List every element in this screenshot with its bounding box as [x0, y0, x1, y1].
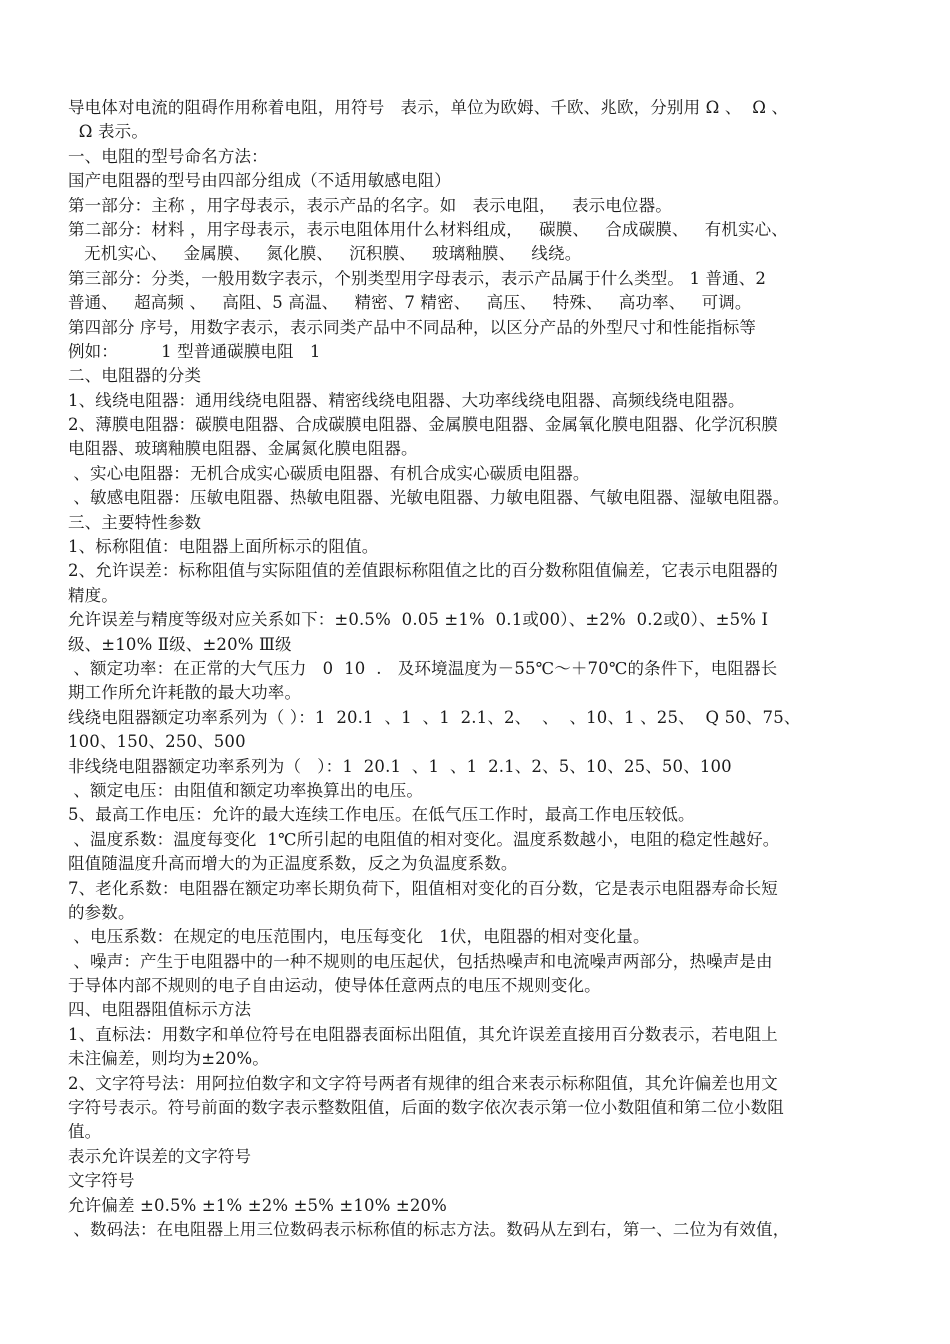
text-line: 阻值随温度升高而增大的为正温度系数，反之为负温度系数。	[68, 854, 518, 874]
text-line: 例如： 1 型普通碳膜电阻 1	[68, 341, 321, 361]
text-line: 国产电阻器的型号由四部分组成（不适用敏感电阻）	[68, 171, 451, 191]
text-line: 、敏感电阻器：压敏电阻器、热敏电阻器、光敏电阻器、力敏电阻器、气敏电阻器、湿敏电阻器。	[68, 488, 790, 508]
text-line: 100、150、250、500	[68, 732, 246, 752]
text-line: 精度。	[68, 585, 118, 605]
text-line: 第一部分：主称 ，用字母表示，表示产品的名字。如 表示电阻， 表示电位器。	[68, 195, 672, 215]
text-line: 值。	[68, 1122, 102, 1142]
text-line: 允许偏差 ±0.5% ±1% ±2% ±5% ±10% ±20%	[68, 1195, 448, 1215]
text-line: 表示允许误差的文字符号	[68, 1146, 252, 1166]
text-line: Ω 表示。	[68, 122, 148, 142]
text-line: 第三部分：分类，一般用数字表示，个别类型用字母表示，表示产品属于什么类型。 1 普通、2	[68, 268, 767, 288]
text-line: 文字符号	[68, 1171, 135, 1191]
document-body	[68, 96, 890, 1242]
text-line: 、温度系数：温度每变化 1℃所引起的电阻值的相对变化。温度系数越小，电阻的稳定性越好。	[68, 829, 780, 849]
text-line: 电阻器、玻璃釉膜电阻器、金属氮化膜电阻器。	[68, 439, 418, 459]
text-line: 一、电阻的型号命名方法：	[68, 146, 268, 166]
text-line: 的参数。	[68, 902, 135, 922]
text-line: 第四部分 序号，用数字表示，表示同类产品中不同品种，以区分产品的外型尺寸和性能指标等	[68, 317, 757, 337]
text-line: 三、主要特性参数	[68, 512, 202, 532]
text-line: 级、±10% Ⅱ级、±20% Ⅲ级	[68, 634, 292, 654]
text-line: 、噪声：产生于电阻器中的一种不规则的电压起伏，包括热噪声和电流噪声两部分，热噪声是由	[68, 951, 773, 971]
text-line: 、数码法：在电阻器上用三位数码表示标称值的标志方法。数码从左到右，第一、二位为有效值，	[68, 1219, 790, 1239]
text-line: 、电压系数：在规定的电压范围内，电压每变化 1伏，电阻器的相对变化量。	[68, 927, 650, 947]
text-line: 2、允许误差：标称阻值与实际阻值的差值跟标称阻值之比的百分数称阻值偏差，它表示电阻器的	[68, 561, 778, 581]
text-line: 未注偏差，则均为±20%。	[68, 1049, 269, 1069]
text-line: 2、薄膜电阻器：碳膜电阻器、合成碳膜电阻器、金属膜电阻器、金属氧化膜电阻器、化学沉积膜	[68, 415, 778, 435]
text-line: 、额定功率：在正常的大气压力 0 10 . 及环境温度为－55℃～＋70℃的条件下，电阻器长	[68, 658, 778, 678]
text-line: 1、标称阻值：电阻器上面所标示的阻值。	[68, 537, 379, 557]
text-line: 线绕电阻器额定功率系列为（ ）：1 20.1 、1 、1 2.1、2、 、 、10、1 、25、 Q 50、75、	[68, 707, 801, 727]
text-line: 第二部分：材料 ，用字母表示，表示电阻体用什么材料组成， 碳膜、 合成碳膜、 有机实心、	[68, 219, 788, 239]
text-line: 7、老化系数：电阻器在额定功率长期负荷下，阻值相对变化的百分数，它是表示电阻器寿命长短	[68, 878, 778, 898]
text-line: 1、直标法：用数字和单位符号在电阻器表面标出阻值，其允许误差直接用百分数表示，若电阻上	[68, 1024, 778, 1044]
text-line: 二、电阻器的分类	[68, 366, 202, 386]
text-line: 无机实心、 金属膜、 氮化膜、 沉积膜、 玻璃釉膜、 线绕。	[68, 244, 582, 264]
text-line: 导电体对电流的阻碍作用称着电阻，用符号 表示，单位为欧姆、千欧、兆欧，分别用 Ω 、 Ω 、	[68, 98, 789, 117]
text-line: 、实心电阻器：无机合成实心碳质电阻器、有机合成实心碳质电阻器。	[68, 463, 590, 483]
text-line: 普通、 超高频 、 高阻、5 高温、 精密、7 精密、 高压、 特殊、 高功率、 可调。	[68, 293, 752, 313]
text-line: 、额定电压：由阻值和额定功率换算出的电压。	[68, 780, 424, 800]
text-line: 1、线绕电阻器：通用线绕电阻器、精密线绕电阻器、大功率线绕电阻器、高频线绕电阻器。	[68, 390, 745, 410]
text-line: 2、文字符号法：用阿拉伯数字和文字符号两者有规律的组合来表示标称阻值，其允许偏差也用文	[68, 1073, 778, 1093]
text-line: 5、最高工作电压：允许的最大连续工作电压。在低气压工作时，最高工作电压较低。	[68, 805, 695, 825]
text-line: 允许误差与精度等级对应关系如下：±0.5% 0.05 ±1% 0.1或00）、±2% 0.2或0）、±5% Ⅰ	[68, 610, 769, 630]
text-line: 期工作所允许耗散的最大功率。	[68, 683, 302, 703]
text-line: 非线绕电阻器额定功率系列为（ ）：1 20.1 、1 、1 2.1、2、5、10、25、50、100	[68, 756, 732, 776]
text-line: 四、电阻器阻值标示方法	[68, 1000, 252, 1020]
text-line: 字符号表示。符号前面的数字表示整数阻值，后面的数字依次表示第一位小数阻值和第二位小数阻	[68, 1098, 784, 1118]
text-line: 于导体内部不规则的电子自由运动，使导体任意两点的电压不规则变化。	[68, 976, 601, 996]
